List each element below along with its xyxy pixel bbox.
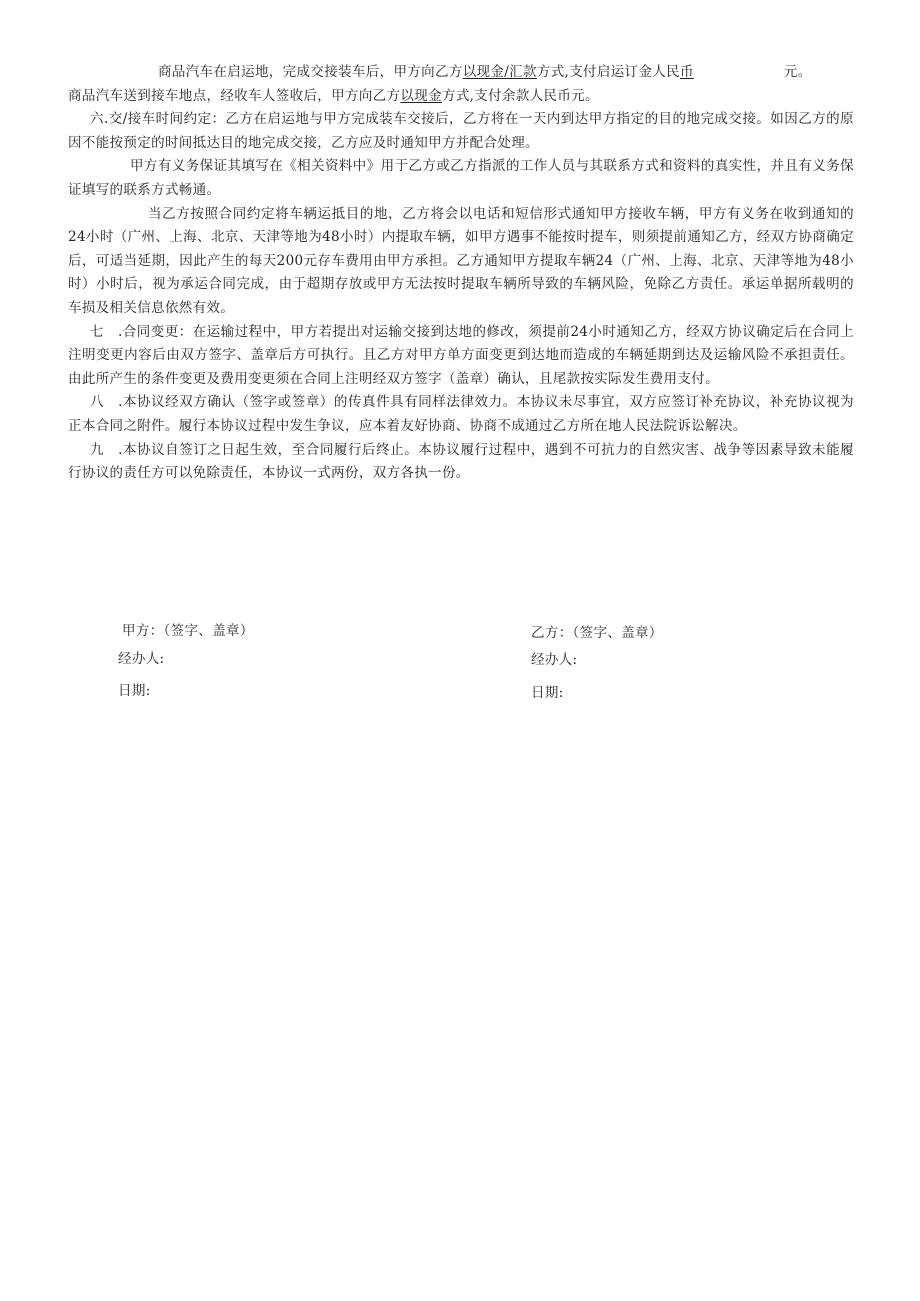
party-b-signature-label: 乙方：（签字、盖章）	[531, 625, 663, 641]
payment-deposit-currency: 币	[680, 64, 694, 80]
payment-deposit-text: 商品汽车在启运地，完成交接装车后，甲方向乙方	[158, 64, 463, 80]
clause-six-delivery-time: 六.交/接车时间约定：乙方在启运地与甲方完成装车交接后，乙方将在一天内到达甲方指定的目的地完成交接。如因乙方的原因不能按预定的时间抵达目的地完成交接，乙方应及时通知甲方并配合处理。	[68, 111, 854, 151]
party-a-signature-label: 甲方：（签字、盖章）	[122, 623, 254, 639]
clause-six-pickup: 当乙方按照合同约定将车辆运抵目的地，乙方将会以电话和短信形式通知甲方接收车辆，甲方有义务在收到通知的24小时（广州、上海、北京、天津等地为48小时）内提取车辆，如甲方遇事不能按时提车，则须提前通知乙方，经双方协商确定后，可适当延期，因此产生的每天200元存车费用由甲方承担。乙方通知甲方提取车辆24（广州、上海、北京、天津等地为48小时）小时后，视为承运合同完成，由于超期存放或甲方无法按时提取车辆所导致的车辆风险，免除乙方责任。承运单据所载明的车损及相关信息依然有效。	[68, 205, 854, 316]
clause-six-contact-info: 甲方有义务保证其填写在《相关资料中》用于乙方或乙方指派的工作人员与其联系方式和资料的真实性，并且有义务保证填写的联系方式畅通。	[68, 158, 854, 198]
party-a-date-label: 日期:	[118, 683, 151, 699]
contract-body	[68, 61, 854, 486]
payment-balance-text: 商品汽车送到接车地点，经收车人签收后，甲方向乙方	[68, 87, 401, 104]
party-b-agent-label: 经办人:	[531, 652, 578, 668]
payment-paragraph	[68, 61, 854, 108]
clause-eight-fax: 八 .本协议经双方确认（签字或签章）的传真件具有同样法律效力。本协议未尽事宜，双方应签订补充协议，补充协议视为正本合同之附件。履行本协议过程中发生争议，应本着友好协商、协商不成通过乙方所在地人民法院诉讼解决。	[68, 394, 854, 434]
clause-seven-change: 七 .合同变更：在运输过程中，甲方若提出对运输交接到达地的修改，须提前24小时通知乙方，经双方协议确定后在合同上注明变更内容后由双方签字、盖章后方可执行。且乙方对甲方单方面变更到达地而造成的车辆延期到达及运输风险不承担责任。由此所产生的条件变更及费用变更须在合同上注明经双方签字（盖章）确认，且尾款按实际发生费用支付。	[68, 323, 854, 387]
clause-nine-effective: 九 .本协议自签订之日起生效，至合同履行后终止。本协议履行过程中，遇到不可抗力的自然灾害、战争等因素导致未能履行协议的责任方可以免除责任，本协议一式两份，双方各执一份。	[68, 441, 854, 482]
payment-deposit-text-2: 方式,支付启运订金人民	[536, 64, 681, 80]
party-a-agent-label: 经办人:	[118, 651, 165, 667]
payment-balance-text-2: 方式,支付余款人民币元。	[441, 87, 599, 104]
payment-balance-method: 以现金	[400, 87, 442, 104]
payment-deposit-method: 以现金/汇款	[462, 64, 537, 80]
party-b-date-label: 日期:	[531, 685, 564, 701]
payment-deposit-end: 元。	[783, 64, 812, 80]
